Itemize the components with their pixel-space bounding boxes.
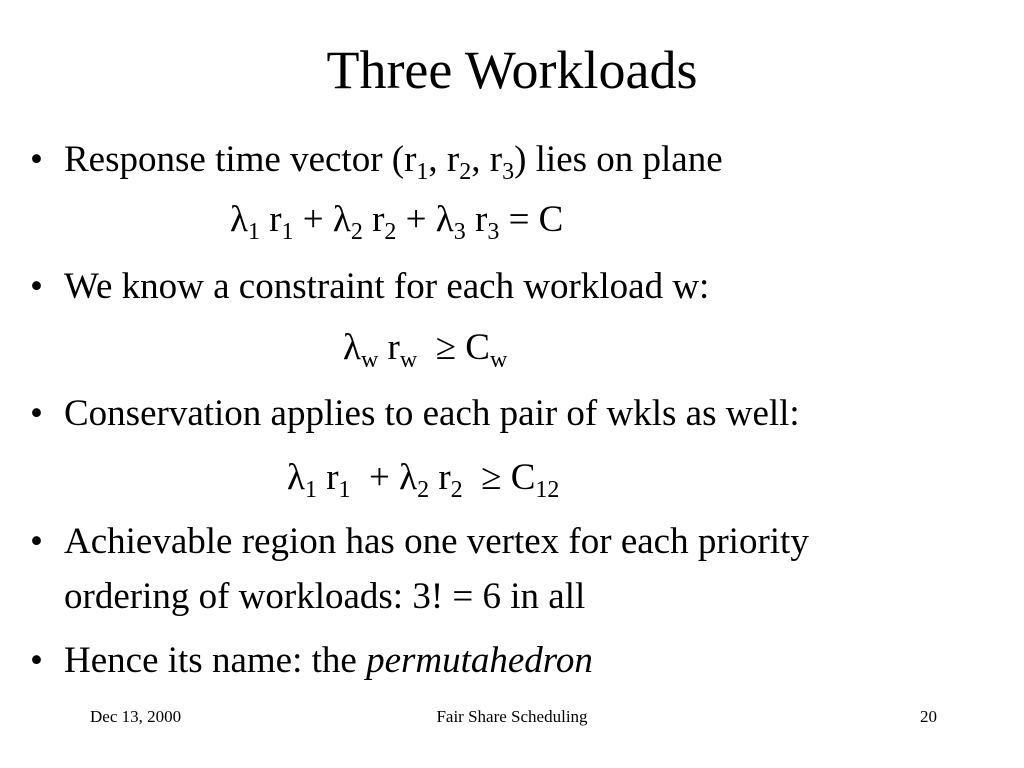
bullet-text: We know a constraint for each workload w: [64, 266, 710, 307]
bullet-text-line1: Achievable region has one vertex for each priority [64, 521, 809, 562]
bullet-text-line2: ordering of workloads: 3! = 6 in all [64, 576, 586, 617]
bullet-dot: • [30, 266, 43, 307]
bullet-dot: • [30, 393, 43, 434]
bullet-dot: • [30, 640, 43, 681]
bullet-dot: • [30, 521, 43, 562]
emphasis-term: permutahedron [366, 640, 593, 681]
footer-date: Dec 13, 2000 [90, 707, 182, 726]
equation-plane: $\lambda_1$ $r_1 + \lambda_2$ $r_2 + \lambda_3$ $r_3 = C$ [230, 199, 564, 245]
footer-title: Fair Share Scheduling [436, 707, 588, 726]
bullet-text: Response time vector ($r_1$, $r_2$, $r_3$) lies on plane [64, 139, 723, 185]
bullet-text: Hence its name: the permutahedron [64, 640, 593, 681]
equation-pair-constraint: $\lambda_1$ $r_1 + \lambda_2$ $r_2 \ge C_{12}$ [287, 457, 560, 503]
bullet-text: Conservation applies to each pair of wkls as well: [64, 393, 800, 434]
footer-page-number: 20 [920, 707, 937, 726]
slide-title: Three Workloads [326, 40, 698, 100]
equation-workload-constraint: $\lambda_w$ $r_w \ge C_w$ [343, 327, 508, 373]
bullet-dot: • [30, 139, 43, 180]
